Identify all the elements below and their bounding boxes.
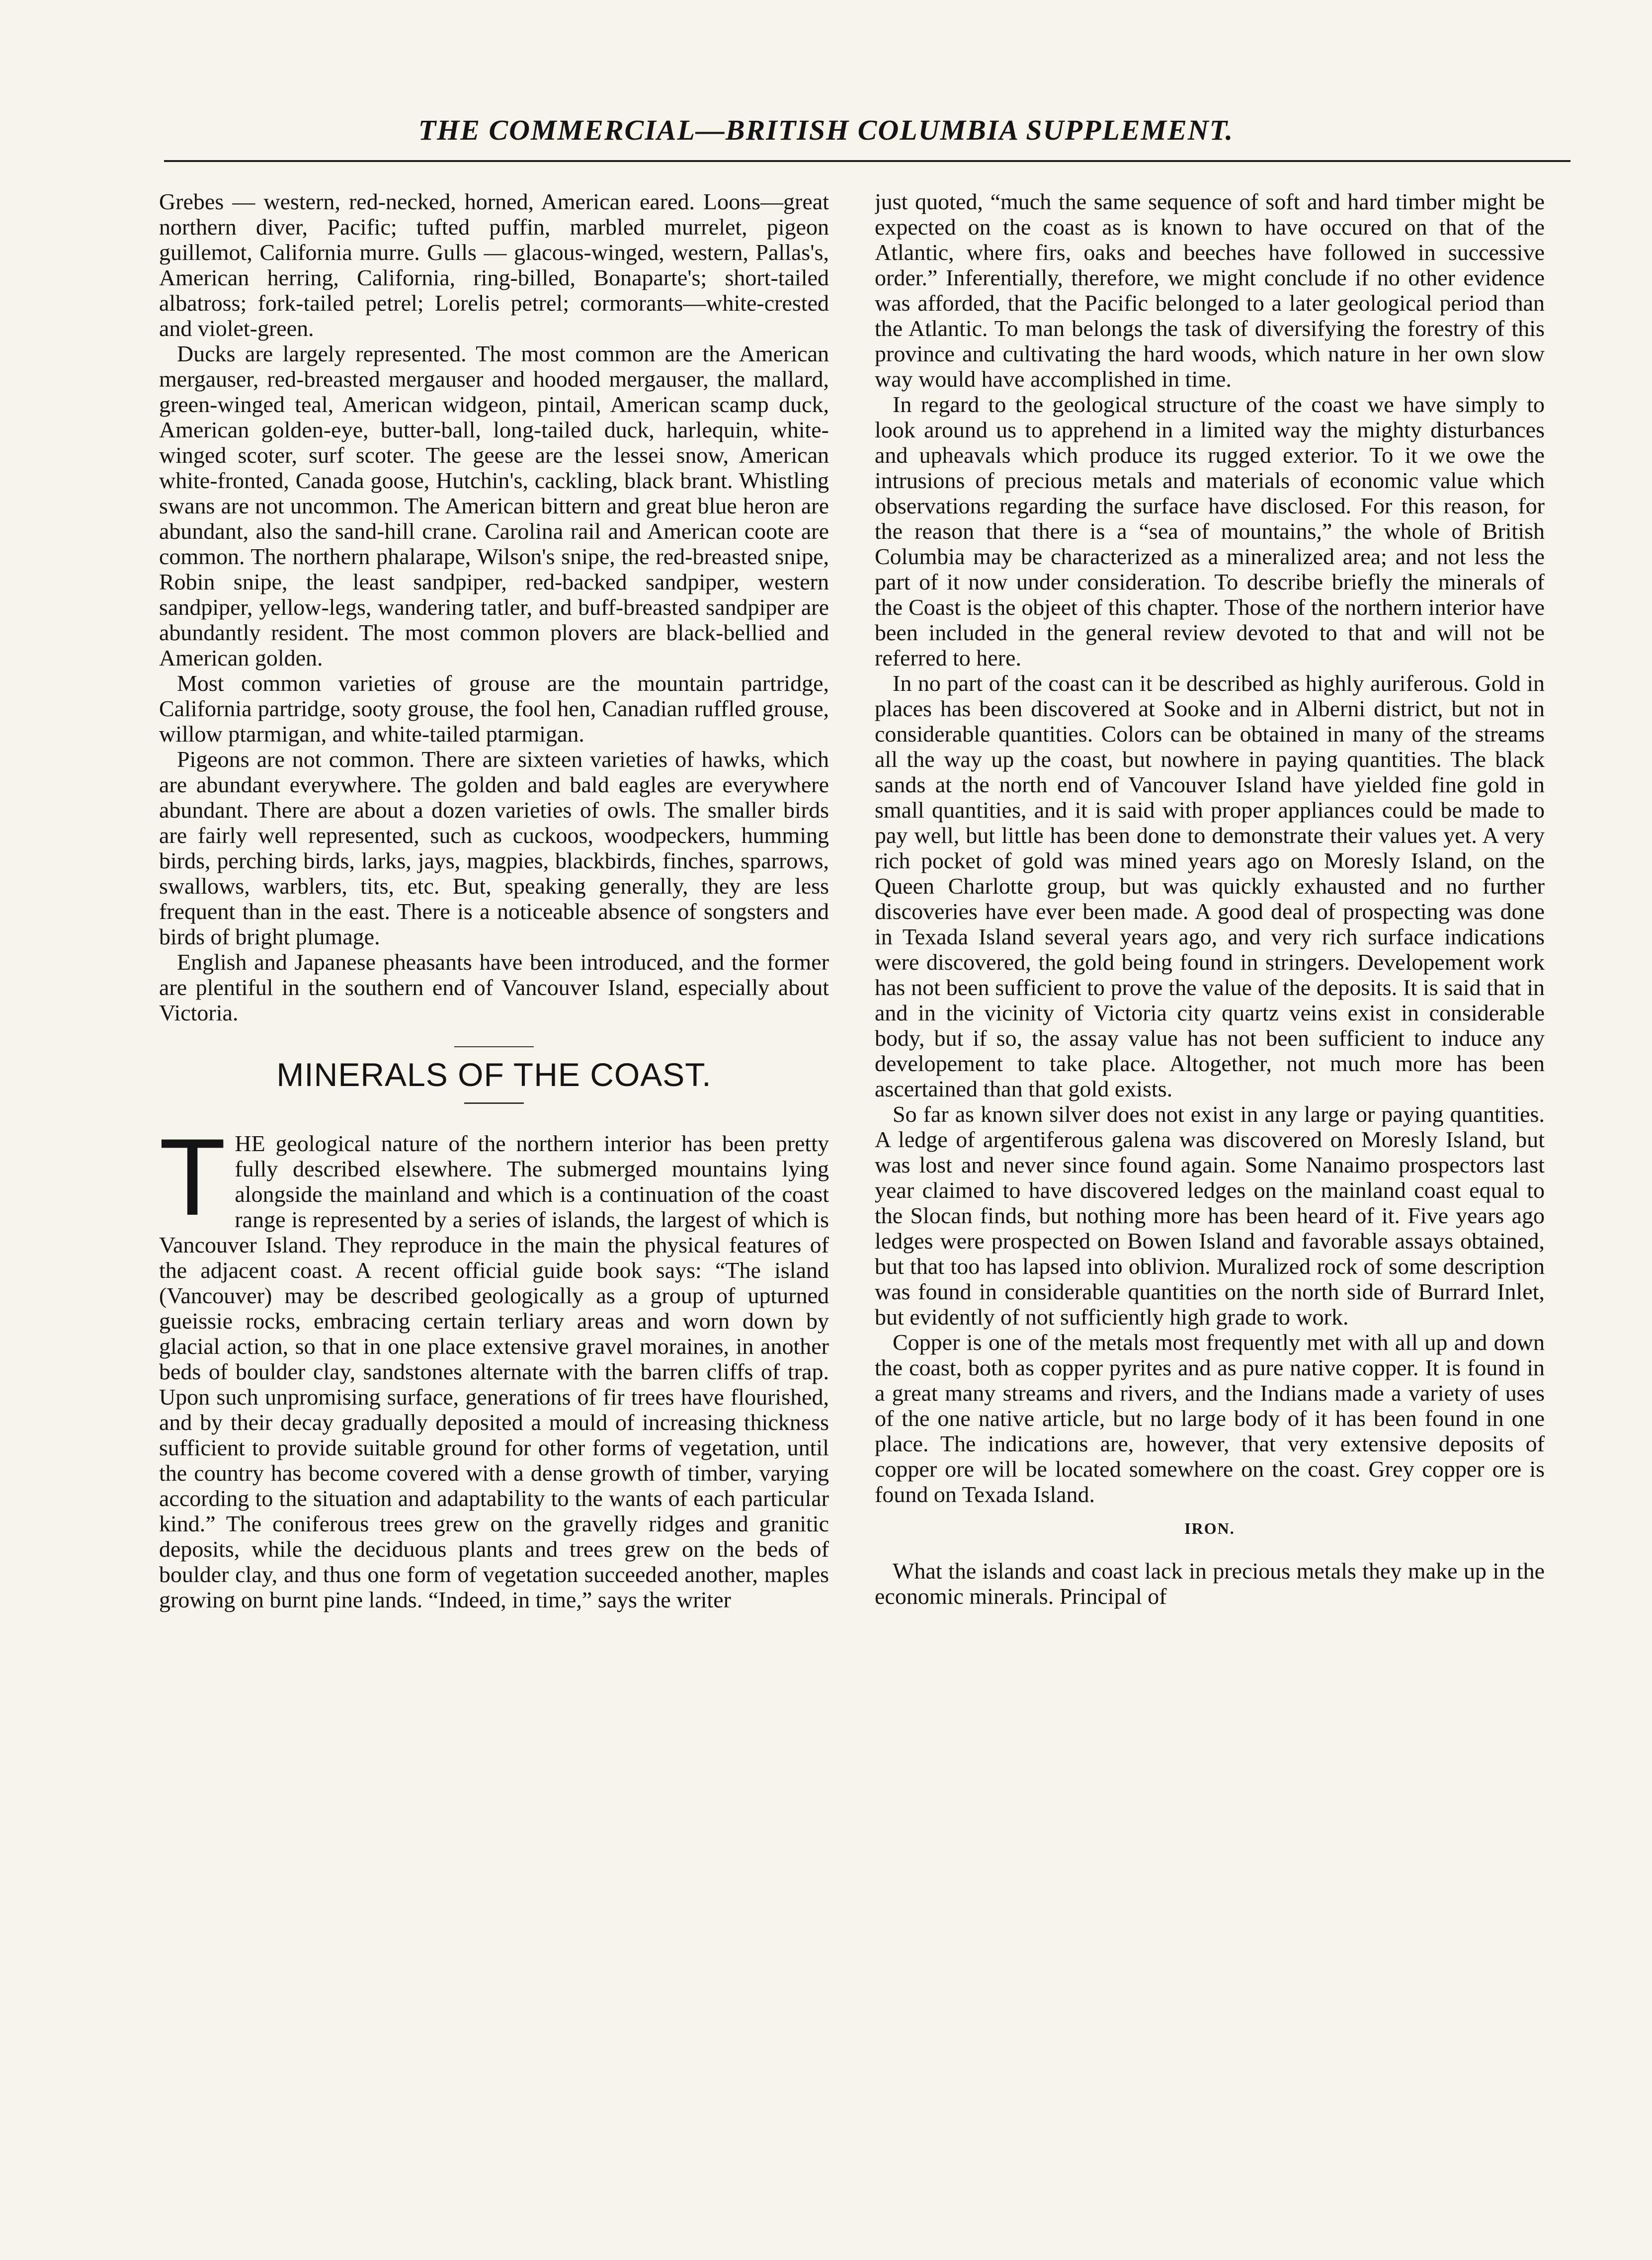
paragraph-timber-sequence: just quoted, “much the same sequence of soft and hard timber might be expected on the coast as is known to have occured on that of the Atlantic, where firs, oaks and beeches have followed in successive order.” Inferentially, therefore, we might conclude if no other evidence was afforded, that the Pacific belonged to a later geological period than the Atlantic. To man belongs the task of diversifying the forestry of this province and cultivating the hard woods, which nature in her own slow way would have accomplished in time. bbox=[875, 189, 1545, 392]
paragraph-geological-structure: In regard to the geological structure of the coast we have simply to look around us to apprehend in a limited way the mighty disturbances and upheavals which produce its rugged exterior. To it we owe the intrusions of precious metals and materials of economic value which observations regarding the surface have disclosed. For this reason, for the reason that there is a “sea of mountains,” the whole of British Columbia may be characterized as a mineralized area; and not less the part of it now under consideration. To describe briefly the minerals of the Coast is the objeet of this chapter. Those of the northern interior have been included in the general review devoted to that and will not be referred to here. bbox=[875, 392, 1545, 670]
paragraph-pheasants: English and Japanese pheasants have been introduced, and the former are plentiful in the southern end of Vancouver Island, especially about Victoria. bbox=[159, 949, 829, 1025]
left-column bbox=[159, 189, 829, 2237]
paragraph-geology-intro bbox=[159, 1116, 829, 1612]
section-divider bbox=[454, 1046, 534, 1047]
paragraph-geology-text: HE geological nature of the northern interior has been pretty fully described elsewhere. The submerged mountains lying alongside the mainland and which is a continuation of the coast range is represented by a series of islands, the largest of which is Vancouver Island. They reproduce in the main the physical features of the adjacent coast. A recent official guide book says: “The island (Vancouver) may be described geologically as a group of upturned gueissie rocks, embracing certain terliary areas and worn down by glacial action, so that in one place extensive gravel moraines, in another beds of boulder clay, sandstones alternate with the barren cliffs of trap. Upon such unpromising surface, generations of fir trees have flourished, and by their decay gradually deposited a mould of increasing thickness sufficient to provide suitable ground for other forms of vegetation, until the country has become covered with a dense growth of timber, varying according to the situation and adaptability to the wants of each particular kind.” The coniferous trees grew on the gravelly ridges and granitic deposits, while the deciduous plants and trees grew on the beds of boulder clay, and thus one form of vegetation succeeded another, maples growing on burnt pine lands. “Indeed, in time,” says the writer bbox=[159, 1131, 829, 1612]
right-column bbox=[875, 189, 1545, 2237]
paragraph-grouse: Most common varieties of grouse are the mountain partridge, California partridge, sooty grouse, the fool hen, Canadian ruffled grouse, willow ptarmigan, and white-tailed ptarmigan. bbox=[159, 670, 829, 747]
paragraph-copper: Copper is one of the metals most frequently met with all up and down the coast, both as copper pyrites and as pure native copper. It is found in a great many streams and rivers, and the Indians made a variety of uses of the one native article, but no large body of it has been found in one place. The indications are, however, that very extensive deposits of copper ore will be located somewhere on the coast. Grey copper ore is found on Texada Island. bbox=[875, 1330, 1545, 1507]
subhead-iron: IRON. bbox=[1184, 1519, 1235, 1537]
paragraph-gold: In no part of the coast can it be described as highly auriferous. Gold in places has been discovered at Sooke and in Alberni district, but not in considerable quantities. Colors can be obtained in many of the streams all the way up the coast, but nowhere in paying quantities. The black sands at the north end of Vancouver Island have yielded fine gold in small quantities, and it is said with proper appliances could be made to pay well, but little has been done to demonstrate their values yet. A very rich pocket of gold was mined years ago on Moresly Island, on the Queen Charlotte group, but was quickly exhausted and no further discoveries have ever been made. A good deal of prospecting was done in Texada Island several years ago, and very rich surface indications were discovered, the gold being found in stringers. Developement work has not been sufficient to prove the value of the deposits. It is said that in and in the vicinity of Victoria city quartz veins exist in considerable body, but if so, the assay value has not been sufficient to induce any developement to take place. Altogether, not much more has been ascertained than that gold exists. bbox=[875, 670, 1545, 1101]
title-underline bbox=[464, 1102, 524, 1104]
paragraph-pigeons: Pigeons are not common. There are sixteen varieties of hawks, which are abundant everywhere. The golden and bald eagles are everywhere abundant. There are about a dozen varieties of owls. The smaller birds are fairly well represented, such as cuckoos, woodpeckers, humming birds, perching birds, larks, jays, magpies, blackbirds, finches, sparrows, swallows, warblers, tits, etc. But, speaking generally, they are less frequent than in the east. There is a noticeable absence of songsters and birds of bright plumage. bbox=[159, 747, 829, 949]
paragraph-iron: What the islands and coast lack in precious metals they make up in the economic minerals. Principal of bbox=[875, 1558, 1545, 1609]
section-title: MINERALS OF THE COAST. bbox=[276, 1056, 712, 1093]
drop-cap: T bbox=[159, 1116, 226, 1238]
paragraph-birds-grebes: Grebes — western, red-necked, horned, American eared. Loons—great northern diver, Pacific; tufted puffin, marbled murrelet, pigeon guillemot, California murre. Gulls — glacous-winged, western, Pallas's, American herring, California, ring-billed, Bonaparte's; short-tailed albatross; fork-tailed petrel; Lorelis petrel; cormorants—white-crested and violet-green. bbox=[159, 189, 829, 341]
paragraph-ducks: Ducks are largely represented. The most common are the American mergauser, red-breasted mergauser and hooded mergauser, the mallard, green-winged teal, American widgeon, pintail, American scamp duck, American golden-eye, butter-ball, long-tailed duck, harlequin, white-winged scoter, surf scoter. The geese are the lessei snow, American white-fronted, Canada goose, Hutchin's, cackling, black brant. Whistling swans are not uncommon. The American bittern and great blue heron are abundant, also the sand-hill crane. Carolina rail and American coote are common. The northern phalarape, Wilson's snipe, the red-breasted snipe, Robin snipe, the least sandpiper, red-backed sandpiper, western sandpiper, yellow-legs, wandering tatler, and buff-breasted sandpiper are abundantly resident. The most common plovers are black-bellied and American golden. bbox=[159, 341, 829, 670]
page-header: THE COMMERCIAL—BRITISH COLUMBIA SUPPLEMENT. bbox=[418, 114, 1234, 146]
header-rule bbox=[164, 160, 1570, 162]
paragraph-silver: So far as known silver does not exist in any large or paying quantities. A ledge of argentiferous galena was discovered on Moresly Island, but was lost and never since found again. Some Nanaimo prospectors last year claimed to have discovered ledges on the mainland coast equal to the Slocan finds, but nothing more has been heard of it. Five years ago ledges were prospected on Bowen Island and favorable assays obtained, but that too has lapsed into oblivion. Muralized rock of some description was found in considerable quantities on the north side of Burrard Inlet, but evidently of not sufficiently high grade to work. bbox=[875, 1101, 1545, 1330]
